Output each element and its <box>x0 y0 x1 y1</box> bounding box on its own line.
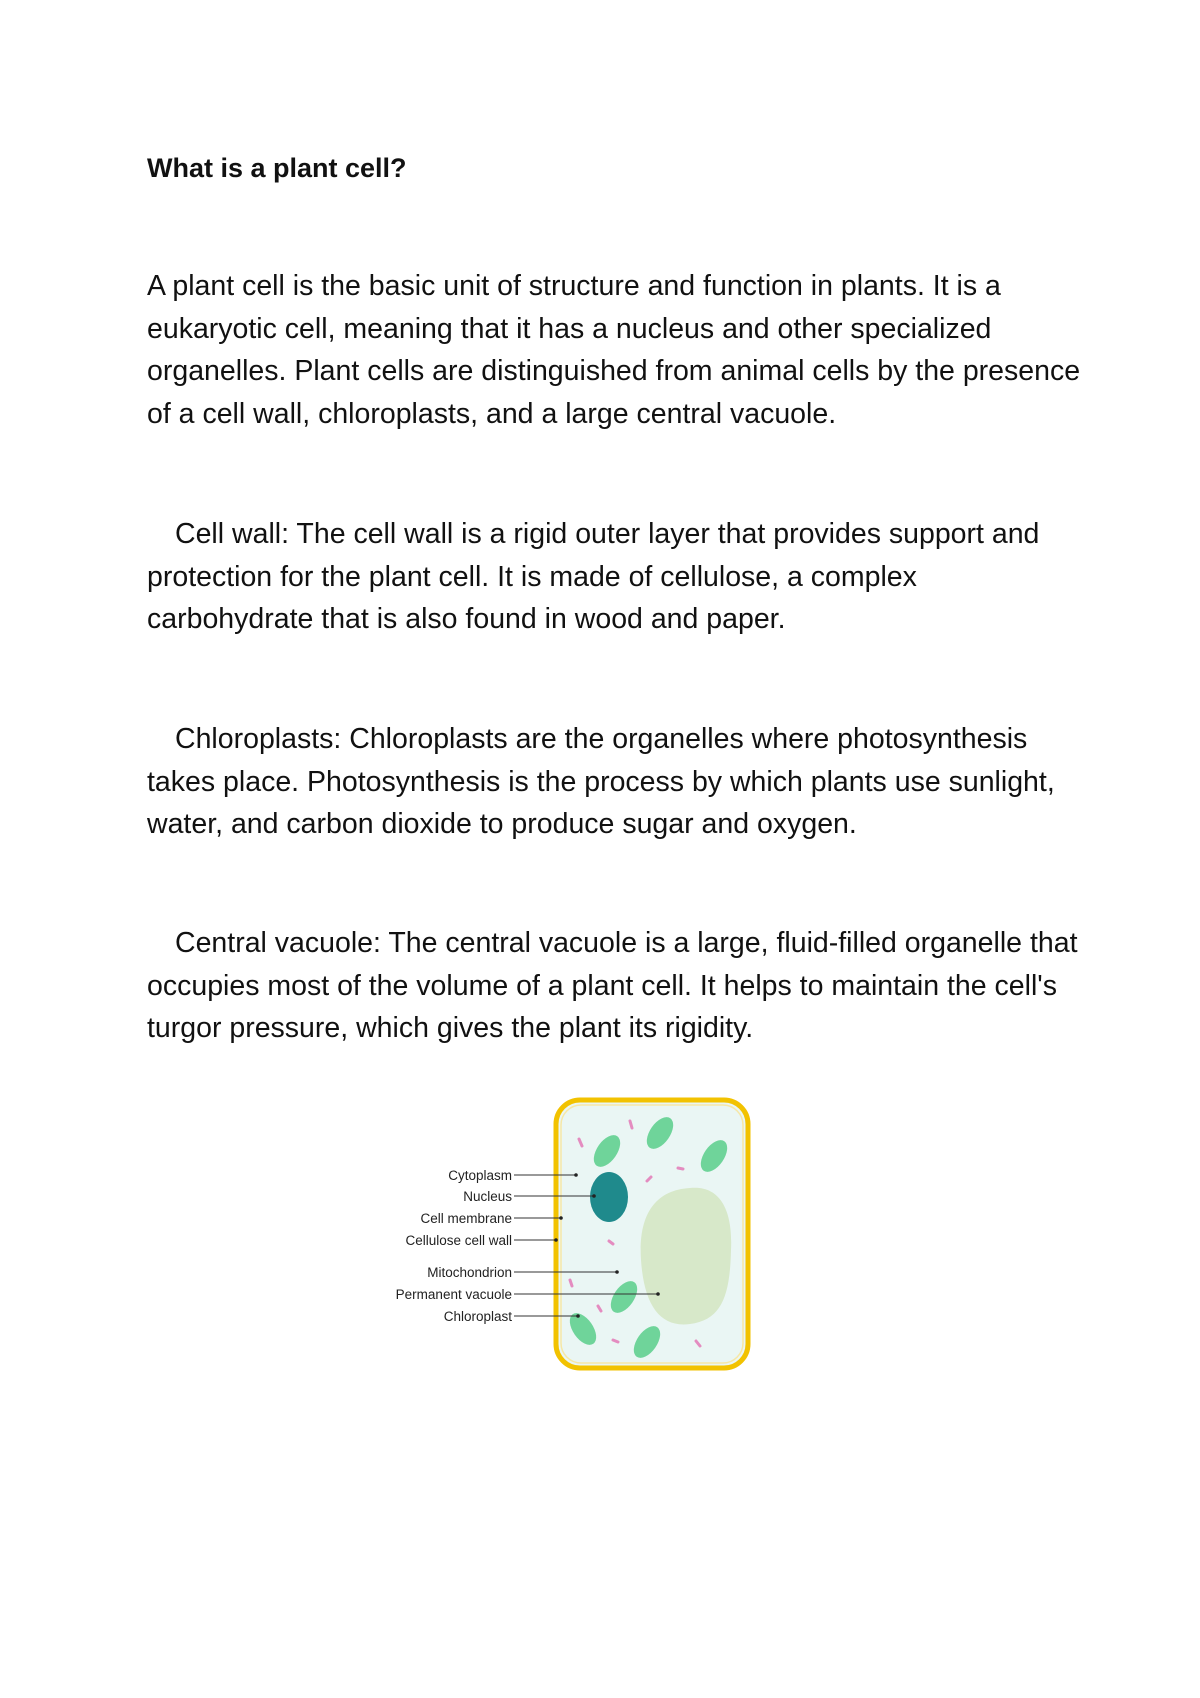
intro-paragraph: A plant cell is the basic unit of structure and function in plants. It is a eukaryotic cell, meaning that it has a nucleus and other specialized organelles. Plant cells are distinguished from animal cells by the presence of a cell wall, chloroplasts, and a large central vacuole. <box>147 270 1081 430</box>
mitochondrion <box>678 1168 683 1169</box>
label-permanent-vacuole: Permanent vacuole <box>395 1287 512 1302</box>
cell-wall-paragraph: Cell wall: The cell wall is a rigid outer layer that provides support and protection for the plant cell. It is made of cellulose, a complex carbohydrate that is also found in wood and paper. <box>147 518 1040 635</box>
label-chloroplast: Chloroplast <box>443 1309 512 1324</box>
mitochondrion <box>696 1341 700 1346</box>
permanent-vacuole <box>641 1188 732 1325</box>
chloroplasts-paragraph: Chloroplasts: Chloroplasts are the organelles where photosynthesis takes place. Photosynthesis is the process by which plants use sunlight, water, and carbon dioxide to produce sugar and oxygen. <box>147 723 1055 840</box>
mitochondrion <box>630 1121 632 1128</box>
cell-membrane <box>561 1105 743 1363</box>
central-vacuole-paragraph: Central vacuole: The central vacuole is a large, fluid-filled organelle that occupies most of the volume of a plant cell. It helps to maintain the cell's turgor pressure, which gives the plant its rigidity. <box>147 927 1078 1044</box>
label-nucleus: Nucleus <box>463 1189 512 1204</box>
mitochondrion <box>579 1139 582 1146</box>
label-cytoplasm: Cytoplasm <box>448 1168 512 1183</box>
chloroplast <box>564 1309 601 1350</box>
leader-dots <box>554 1173 660 1318</box>
chloroplast <box>628 1322 665 1363</box>
label-mitochondrion: Mitochondrion <box>427 1265 512 1280</box>
label-cellulose-cell-wall: Cellulose cell wall <box>405 1233 512 1248</box>
chloroplast <box>605 1277 642 1318</box>
mitochondria <box>570 1121 700 1346</box>
mitochondrion <box>570 1280 572 1286</box>
chloroplast <box>588 1131 625 1172</box>
mitochondrion <box>598 1306 601 1311</box>
chloroplast <box>641 1113 678 1154</box>
mitochondrion <box>609 1241 613 1244</box>
nucleus <box>590 1172 628 1222</box>
chloroplast <box>695 1136 732 1177</box>
leader-lines <box>514 1175 658 1316</box>
diagram-labels <box>396 1168 513 1324</box>
mitochondrion <box>613 1340 618 1342</box>
label-cell-membrane: Cell membrane <box>420 1211 512 1226</box>
cell-wall <box>556 1100 748 1368</box>
page-title: What is a plant cell? <box>147 153 407 183</box>
mitochondrion <box>647 1177 651 1181</box>
chloroplasts <box>564 1113 732 1363</box>
